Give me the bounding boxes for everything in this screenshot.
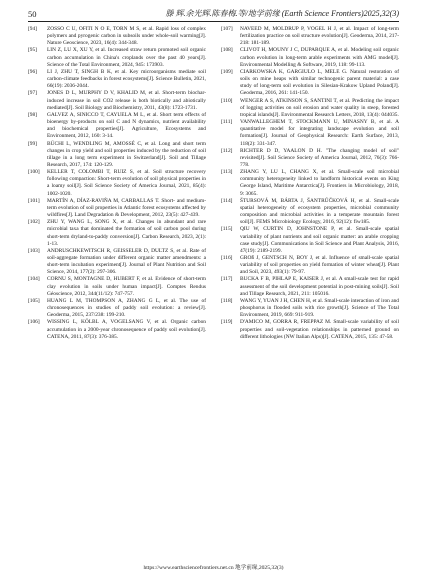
reference-text: LIN Z, LU X, XU Y, et al. Increased straw return promoted soil organic carbon accumulation in China's croplands over the past 40 years[J]. Science of the Total Environment, 2024, 945: 173903. bbox=[47, 47, 206, 68]
reference-item bbox=[221, 198, 399, 227]
reference-text: ŠTURSOVÁ M, BÁRTA J, ŠANTRŮČKOVÁ H, et al. Small-scale spatial heterogeneity of ecosystem properties, microbial community composition and microbial activities in a temperate mountain forest soil[J]. FEMS Microbiology Ecology, 2016, 92(12): fiw185. bbox=[240, 197, 399, 226]
reference-number: [106] bbox=[28, 319, 40, 326]
reference-column-left bbox=[28, 26, 206, 341]
reference-number: [97] bbox=[28, 90, 37, 97]
reference-item bbox=[221, 255, 399, 276]
reference-number: [98] bbox=[28, 111, 37, 118]
reference-item bbox=[221, 276, 399, 297]
reference-number: [94] bbox=[28, 26, 37, 32]
page-number: 50 bbox=[28, 9, 37, 19]
reference-text: CLIVOT H, MOUNY J C, DUPARQUE A, et al. Modeling soil organic carbon evolution in long-term arable experiments with AMG model[J]. Environmental Modelling & Software, 2019, 118: 99-113. bbox=[240, 47, 399, 68]
reference-item bbox=[221, 98, 399, 119]
reference-text: LI J, ZHU T, SINGH B K, et al. Key microorganisms mediate soil carbon-climate feedbacks in forest ecosystems[J]. Science Bulletin, 2021, 66(19): 2036-2044. bbox=[47, 68, 206, 90]
reference-number: [110] bbox=[221, 97, 233, 104]
reference-item bbox=[221, 119, 399, 148]
reference-number: [112] bbox=[221, 147, 233, 154]
reference-number: [109] bbox=[221, 68, 233, 75]
reference-item bbox=[221, 298, 399, 319]
reference-item bbox=[221, 226, 399, 255]
reference-text: ZHU Y, WANG L, SONG X, et al. Changes in abundant and rare microbial taxa that dominated the formation of soil carbon pool during short-term dryland-to-paddy conversion[J]. Carbon Research, 2023, 2(1): 1-13. bbox=[47, 219, 206, 247]
reference-item bbox=[221, 26, 399, 47]
reference-item bbox=[28, 276, 206, 297]
reference-text: WENGER A S, ATKINSON S, SANTINI T, et al. Predicting the impact of logging activities on soil erosion and water quality in steep, forested tropical islands[J]. Environmental Research Letters, 2018, 13(4): 044035. bbox=[240, 97, 399, 118]
reference-number: [117] bbox=[221, 276, 233, 283]
reference-number: [118] bbox=[221, 297, 233, 304]
page-header bbox=[28, 7, 399, 21]
reference-text: NAVEED M, MOLDRUP P, VOGEL H J, et al. Impact of long-term fertilization practice on soil structure evolution[J]. Geoderma, 2014, 217-218: 181-189. bbox=[240, 26, 399, 47]
reference-number: [116] bbox=[221, 255, 233, 261]
reference-item bbox=[28, 298, 206, 319]
reference-text: CORNU S, MONTAGNE D, HUBERT F, et al. Evidence of short-term clay evolution in soils under human impact[J]. Comptes Rendus Géoscience, 2012, 344(11/12): 747-757. bbox=[47, 276, 206, 297]
reference-text: BÜCHI L, WENDLING M, AMOSSÉ C, et al. Long and short term changes in crop yield and soil properties induced by the reduction of soil tillage in a long term experiment in Switzerland[J]. Soil and Tillage Research, 2017, 174: 120-129. bbox=[47, 140, 206, 168]
page-footer: https://www.earthsciencefrontiers.net.cn 地学前缘,2025,32(3) bbox=[143, 565, 284, 571]
reference-number: [96] bbox=[28, 68, 37, 75]
reference-text: WANG Y, YUAN J H, CHEN H, et al. Small-scale interaction of iron and phosphorus in flooded soils with rice growth[J]. Science of The Total Environment, 2019, 669: 911-919. bbox=[240, 297, 399, 319]
reference-number: [105] bbox=[28, 297, 40, 304]
reference-text: D'AMICO M, GORRA R, FREPPAZ M. Small-scale variability of soil properties and soil-vegetation relationships in patterned ground on different lithologies (NW Italian Alps)[J]. CATENA, 2015, 135: 47-58. bbox=[240, 319, 399, 340]
reference-text: GALVEZ A, SINICCO T, CAYUELA M L, et al. Short term effects of bioenergy by-products on soil C and N dynamics, nutrient availability and biochemical properties[J]. Agriculture, Ecosystems and Environment, 2012, 160: 3-14. bbox=[47, 111, 206, 140]
reference-text: CIARKOWSKA K, GARGIULO L, MELE G. Natural restoration of soils on mine heaps with similar technogenic parent material: a case study of long-term soil evolution in Silesian-Krakow Upland Poland[J]. Geoderma, 2016, 261: 141-150. bbox=[240, 68, 399, 97]
reference-text: WISSING L, KÖLBL A, VOGELSANG V, et al. Organic carbon accumulation in a 2000-year chronosequence of paddy soil evolution[J]. CATENA, 2011, 87(3): 376-385. bbox=[47, 319, 206, 340]
reference-item bbox=[28, 26, 206, 47]
reference-item bbox=[28, 141, 206, 170]
reference-item bbox=[28, 112, 206, 141]
reference-number: [119] bbox=[221, 319, 233, 326]
reference-text: RICHTER D D, YAALON D H. "The changing model of soil" revisited[J]. Soil Science Society of America Journal, 2012, 76(3): 766-778. bbox=[240, 147, 399, 168]
reference-item bbox=[28, 90, 206, 111]
reference-item bbox=[28, 319, 206, 340]
reference-number: [104] bbox=[28, 276, 40, 283]
header-rule bbox=[28, 21, 399, 22]
reference-item bbox=[221, 169, 399, 198]
reference-text: ZHANG Y, LU L, CHANG X, et al. Small-scale soil microbial community heterogeneity linked to landform historical events on King George Island, Maritime Antarctica[J]. Frontiers in Microbiology, 2018, 9: 3065. bbox=[240, 169, 399, 197]
reference-item bbox=[28, 248, 206, 277]
reference-item bbox=[28, 198, 206, 219]
reference-item bbox=[221, 319, 399, 340]
reference-item bbox=[28, 47, 206, 68]
reference-text: BUCKA F B, PIHLAP E, KAISER J, et al. A small-scale test for rapid assessment of the soil development potential in post-mining soils[J]. Soil and Tillage Research, 2021, 211: 105016. bbox=[240, 276, 399, 297]
reference-number: [114] bbox=[221, 197, 233, 204]
reference-text: GROß J, GENTSCH N, BOY J, et al. Influence of small-scale spatial variability of soil properties on yield formation of winter wheat[J]. Plant and Soil, 2023, 493(1): 79-97. bbox=[240, 255, 399, 276]
reference-number: [99] bbox=[28, 140, 37, 147]
reference-text: ZOSSO C U, OFITI N O E, TORN M S, et al. Rapid loss of complex polymers and pyrogenic carbon in subsoils under whole-soil warming[J]. Nature Geoscience, 2023, 16(4): 344-348. bbox=[47, 26, 206, 47]
reference-number: [100] bbox=[28, 169, 40, 176]
reference-text: QIU W, CURTIN D, JOHNSTONE P, et al. Small-scale spatial variability of plant nutrients and soil organic matter: an arable cropping case study[J]. Communications in Soil Science and Plant Analysis, 2016, 47(19): 2189-2199. bbox=[240, 226, 399, 254]
reference-item bbox=[28, 219, 206, 248]
reference-text: KELLER T, COLOMBI T, RUIZ S, et al. Soil structure recovery following compaction: Short-term evolution of soil physical properties in a loamy soil[J]. Soil Science Society of America Journal, 2021, 85(4): 1002-1020. bbox=[47, 169, 206, 197]
reference-text: HUANG L M, THOMPSON A, ZHANG G L, et al. The use of chronosequences in studies of paddy soil evolution: a review[J]. Geoderma, 2015, 237/238: 199-210. bbox=[47, 297, 206, 319]
reference-number: [107] bbox=[221, 26, 233, 32]
reference-text: VANWALLEGHEM T, STOCKMANN U, MINASNY B, et al. A quantitative model for integrating landscape evolution and soil formation[J]. Journal of Geophysical Research: Earth Surface, 2013, 118(2): 331-347. bbox=[240, 119, 399, 147]
reference-item bbox=[28, 169, 206, 198]
reference-number: [101] bbox=[28, 197, 40, 204]
reference-number: [95] bbox=[28, 47, 37, 54]
reference-column-right bbox=[221, 26, 399, 341]
reference-text: JONES D L, MURPHY D V, KHALID M, et al. Short-term biochar-induced increase in soil CO2 release is both biotically and abiotically mediated[J]. Soil Biology and Biochemistry, 2011, 43(8): 1723-1731. bbox=[47, 90, 206, 111]
reference-text: MARTÍN A, DÍAZ-RAVIÑA M, CARBALLAS T. Short- and medium-term evolution of soil properties in Atlantic forest ecosystems affected by wildfires[J]. Land Degradation & Development, 2012, 23(5): 427-439. bbox=[47, 197, 206, 219]
reference-number: [103] bbox=[28, 247, 40, 254]
running-head: 滕 辉.余光辉.陈春梅.等/地学前缘 (Earth Science Frontiers)2025,32(3) bbox=[165, 9, 399, 18]
reference-number: [111] bbox=[221, 119, 233, 126]
reference-number: [113] bbox=[221, 169, 233, 176]
reference-number: [115] bbox=[221, 226, 233, 233]
reference-text: ANDRUSCHKEWITSCH R, GEISSELER D, DULTZ S, et al. Rate of soil-aggregate formation under different organic matter amendments: a short-term incubation experiment[J]. Journal of Plant Nutrition and Soil Science, 2014, 177(2): 297-306. bbox=[47, 247, 206, 276]
reference-number: [108] bbox=[221, 47, 233, 54]
reference-item bbox=[221, 148, 399, 169]
reference-item bbox=[221, 69, 399, 98]
reference-number: [102] bbox=[28, 219, 40, 226]
reference-item bbox=[28, 69, 206, 90]
reference-item bbox=[221, 47, 399, 68]
